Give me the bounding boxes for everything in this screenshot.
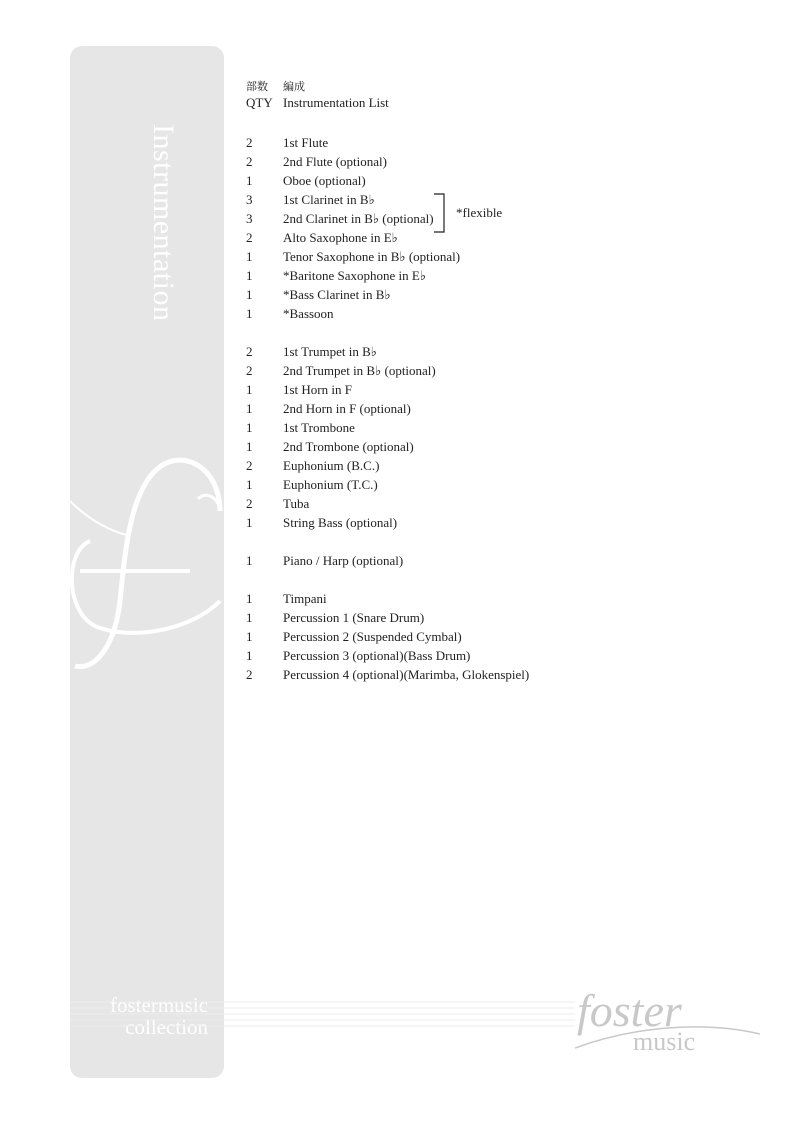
sidebar-panel [70,46,224,1078]
instrument-name: Percussion 3 (optional)(Bass Drum) [283,648,471,663]
instrument-name: Percussion 4 (optional)(Marimba, Glokenspiel) [283,667,530,682]
instrument-row [246,380,529,399]
instrument-name: Euphonium (T.C.) [283,477,378,492]
instrument-row [246,152,529,171]
instrument-name: 1st Clarinet in B♭ [283,192,375,207]
instrument-name: *Bass Clarinet in B♭ [283,287,391,302]
instrument-name: 2nd Trumpet in B♭ (optional) [283,363,436,378]
instrument-row [246,361,529,380]
instrumentation-list [246,79,529,684]
instrument-qty: 3 [246,192,253,207]
instrument-group [246,589,529,684]
instrument-name: Tuba [283,496,310,511]
instrument-qty: 1 [246,629,253,644]
instrument-group [246,133,529,323]
instrument-group [246,551,529,570]
instrument-qty: 1 [246,306,253,321]
instrument-row [246,342,529,361]
instrument-qty: 1 [246,477,253,492]
instrument-name: 1st Horn in F [283,382,352,397]
foster-music-logo [575,986,765,1066]
instrument-name: 2nd Horn in F (optional) [283,401,411,416]
instrument-qty: 1 [246,553,253,568]
instrument-qty: 2 [246,135,253,150]
instrument-row [246,418,529,437]
collection-line-1: fostermusic [110,993,208,1017]
instrument-name: Euphonium (B.C.) [283,458,380,473]
instrument-name: 1st Flute [283,135,329,150]
instrument-row [246,285,529,304]
instrument-qty: 1 [246,249,253,264]
instrument-name: *Bassoon [283,306,334,321]
instrument-name: Tenor Saxophone in B♭ (optional) [283,249,461,264]
flexible-brace [424,192,448,236]
instrument-row [246,133,529,152]
instrument-qty: 2 [246,154,253,169]
instrument-row [246,266,529,285]
instrument-name: 1st Trumpet in B♭ [283,344,377,359]
header-qty-ja: 部数 [246,80,268,93]
instrument-qty: 1 [246,173,253,188]
instrument-row [246,608,529,627]
instrument-name: Percussion 1 (Snare Drum) [283,610,425,625]
instrument-name: Oboe (optional) [283,173,366,188]
instrument-name: Alto Saxophone in E♭ [283,230,398,245]
instrument-qty: 2 [246,667,253,682]
instrument-row [246,437,529,456]
instrument-name: String Bass (optional) [283,515,398,530]
header-en [246,95,529,111]
instrument-row [246,247,529,266]
sidebar-title: Instrumentation [147,124,180,322]
instrument-row [246,494,529,513]
instrument-name: Percussion 2 (Suspended Cymbal) [283,629,462,644]
instrument-qty: 1 [246,420,253,435]
instrument-qty: 1 [246,610,253,625]
instrument-group [246,342,529,532]
instrument-qty: 1 [246,287,253,302]
instrument-row [246,627,529,646]
instrument-row [246,551,529,570]
instrument-name: 2nd Clarinet in B♭ (optional) [283,211,434,226]
instrument-row [246,513,529,532]
instrument-qty: 2 [246,344,253,359]
instrument-row [246,456,529,475]
instrument-qty: 2 [246,363,253,378]
instrument-name: 2nd Flute (optional) [283,154,387,169]
instrument-row [246,399,529,418]
staff-lines [70,1000,590,1030]
instrument-name: *Baritone Saxophone in E♭ [283,268,426,283]
flexible-note: *flexible [456,205,503,220]
instrument-qty: 2 [246,496,253,511]
instrument-row [246,646,529,665]
instrument-row [246,304,529,323]
instrument-name: Piano / Harp (optional) [283,553,404,568]
instrument-qty: 2 [246,230,253,245]
header-list-ja: 編成 [283,80,305,93]
logo-word-foster: foster [577,986,682,1036]
instrument-row [246,228,529,247]
header-ja [246,79,529,95]
instrument-qty: 1 [246,401,253,416]
instrument-qty: 1 [246,439,253,454]
instrument-row [246,171,529,190]
instrument-qty: 1 [246,382,253,397]
instrument-qty: 1 [246,591,253,606]
header-qty-en: QTY [246,95,273,110]
instrument-row [246,665,529,684]
instrument-name: 2nd Trombone (optional) [283,439,414,454]
instrument-row [246,589,529,608]
header-list-en: Instrumentation List [283,95,389,110]
instrument-row [246,475,529,494]
instrument-name: 1st Trombone [283,420,355,435]
collection-line-2: collection [125,1015,208,1039]
logo-word-music: music [633,1027,696,1056]
instrument-qty: 1 [246,268,253,283]
instrument-qty: 2 [246,458,253,473]
instrument-qty: 3 [246,211,253,226]
instrument-name: Timpani [283,591,327,606]
f-clef-icon [70,441,224,681]
instrument-qty: 1 [246,648,253,663]
instrument-qty: 1 [246,515,253,530]
